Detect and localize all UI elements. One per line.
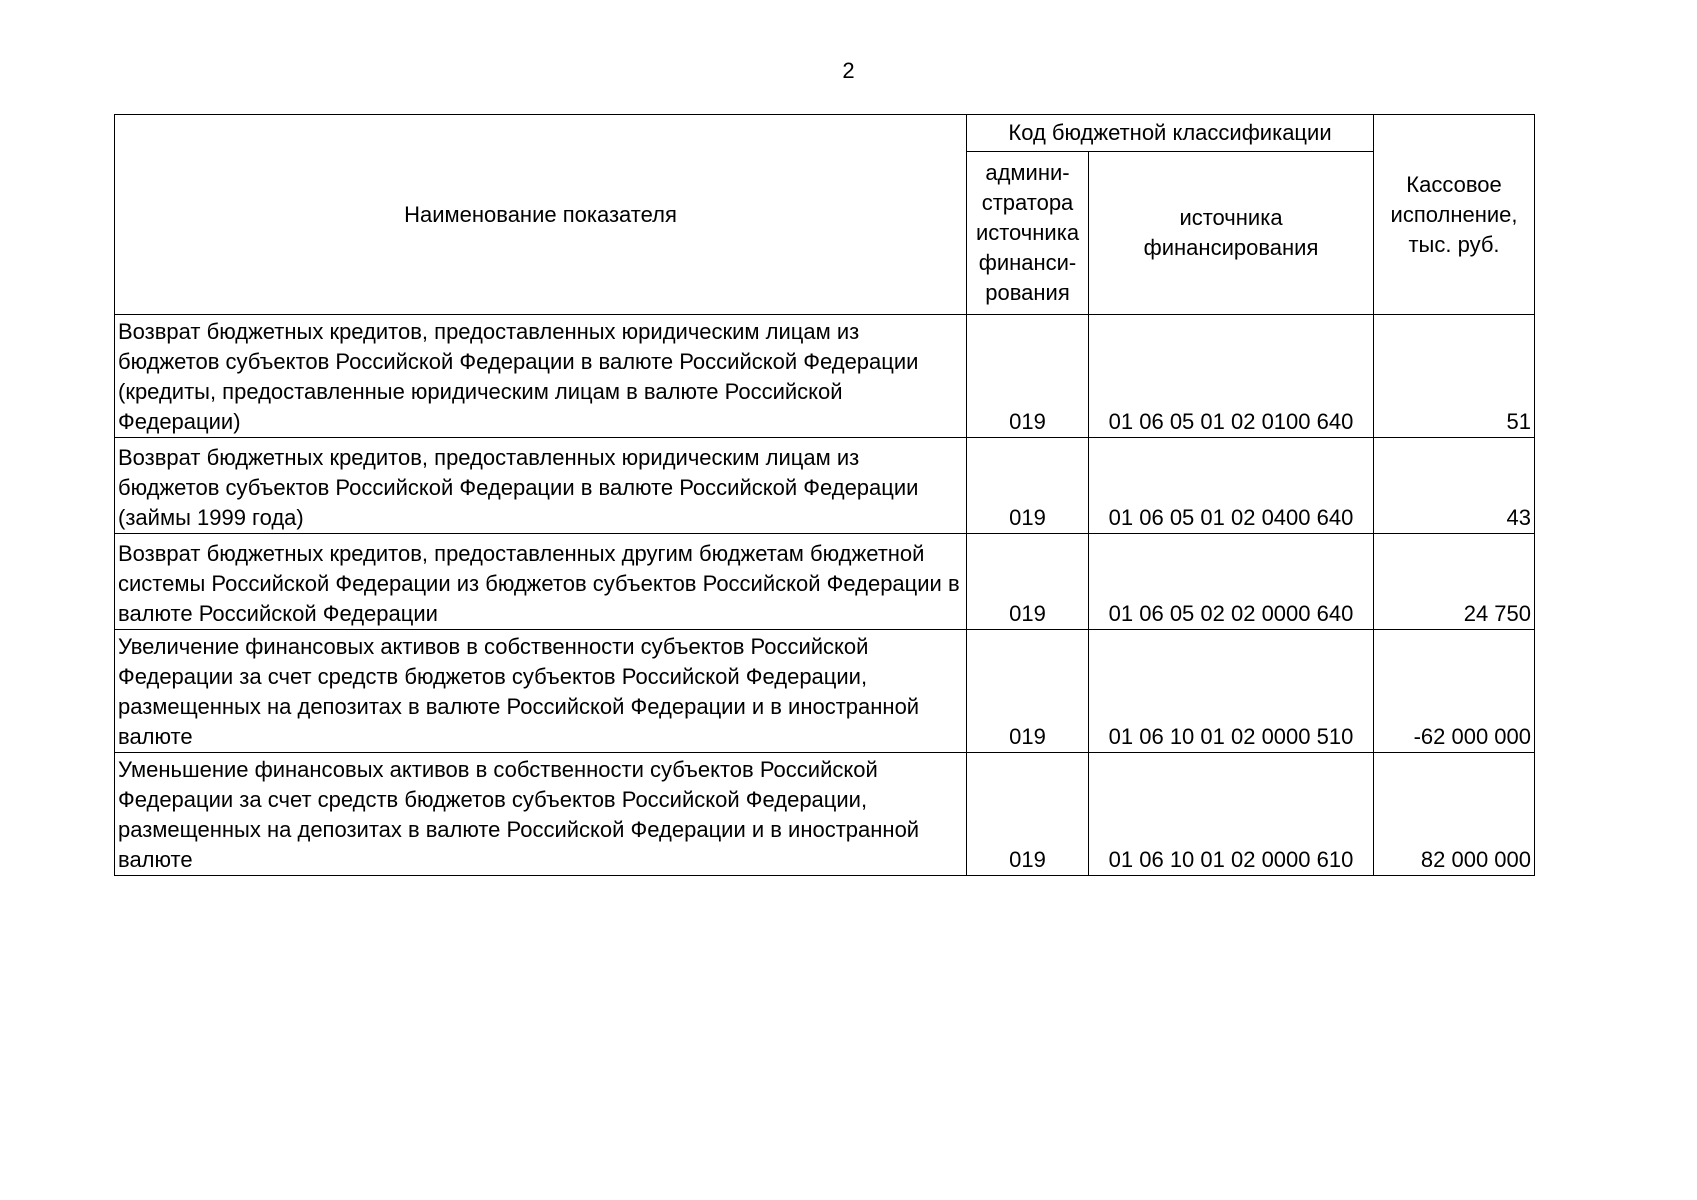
row-name: Возврат бюджетных кредитов, предоставленных другим бюджетам бюджетной системы Российской Федерации из бюджетов субъектов Российской Федерации в валюте Российской Федерации (115, 534, 967, 630)
row-name: Возврат бюджетных кредитов, предоставленных юридическим лицам из бюджетов субъектов Российской Федерации в валюте Российской Федерации (кредиты, предоставленные юридическим лицам в валюте Российской Федерации) (115, 315, 967, 438)
table-row (115, 534, 1535, 630)
row-source-code: 01 06 05 01 02 0100 640 (1089, 315, 1374, 438)
table-row (115, 315, 1535, 438)
header-name: Наименование показателя (115, 115, 967, 315)
row-source-code: 01 06 10 01 02 0000 610 (1089, 753, 1374, 876)
page-number: 2 (842, 58, 855, 83)
header-source-line: источника (1179, 205, 1283, 230)
row-admin-code: 019 (967, 630, 1089, 753)
row-amount: -62 000 000 (1374, 630, 1535, 753)
row-admin-code: 019 (967, 753, 1089, 876)
row-amount: 51 (1374, 315, 1535, 438)
header-amount-line: Кассовое (1406, 171, 1502, 197)
row-amount: 82 000 000 (1374, 753, 1535, 876)
row-source-code: 01 06 05 02 02 0000 640 (1089, 534, 1374, 630)
header-administrator (967, 152, 1089, 315)
row-admin-code: 019 (967, 315, 1089, 438)
row-amount: 43 (1374, 438, 1535, 534)
header-administrator-line: источника (975, 220, 1080, 245)
row-admin-code: 019 (967, 438, 1089, 534)
header-administrator-line: админи- (985, 160, 1070, 185)
table-row (115, 630, 1535, 753)
row-source-code: 01 06 10 01 02 0000 510 (1089, 630, 1374, 753)
header-row-top (115, 115, 1535, 152)
row-admin-code: 019 (967, 534, 1089, 630)
header-administrator-line: стратора (981, 190, 1074, 215)
table-row (115, 753, 1535, 876)
header-administrator-line: финанси- (978, 250, 1077, 275)
header-source (1089, 152, 1374, 315)
row-name: Возврат бюджетных кредитов, предоставленных юридическим лицам из бюджетов субъектов Российской Федерации в валюте Российской Федерации (займы 1999 года) (115, 438, 967, 534)
table-row (115, 438, 1535, 534)
header-amount (1374, 115, 1535, 315)
header-amount-line: тыс. руб. (1408, 231, 1500, 257)
row-name: Уменьшение финансовых активов в собственности субъектов Российской Федерации за счет средств бюджетов субъектов Российской Федерации, размещенных на депозитах в валюте Российской Федерации и в иностранной валюте (115, 753, 967, 876)
report-table (114, 114, 1535, 876)
row-amount: 24 750 (1374, 534, 1535, 630)
header-budget-code-group: Код бюджетной классификации (967, 115, 1374, 152)
row-source-code: 01 06 05 01 02 0400 640 (1089, 438, 1374, 534)
header-amount-line: исполнение, (1390, 201, 1518, 227)
row-name: Увеличение финансовых активов в собственности субъектов Российской Федерации за счет средств бюджетов субъектов Российской Федерации, размещенных на депозитах в валюте Российской Федерации и в иностранной валюте (115, 630, 967, 753)
header-administrator-line: рования (985, 280, 1070, 305)
header-source-line: финансирования (1143, 235, 1319, 260)
